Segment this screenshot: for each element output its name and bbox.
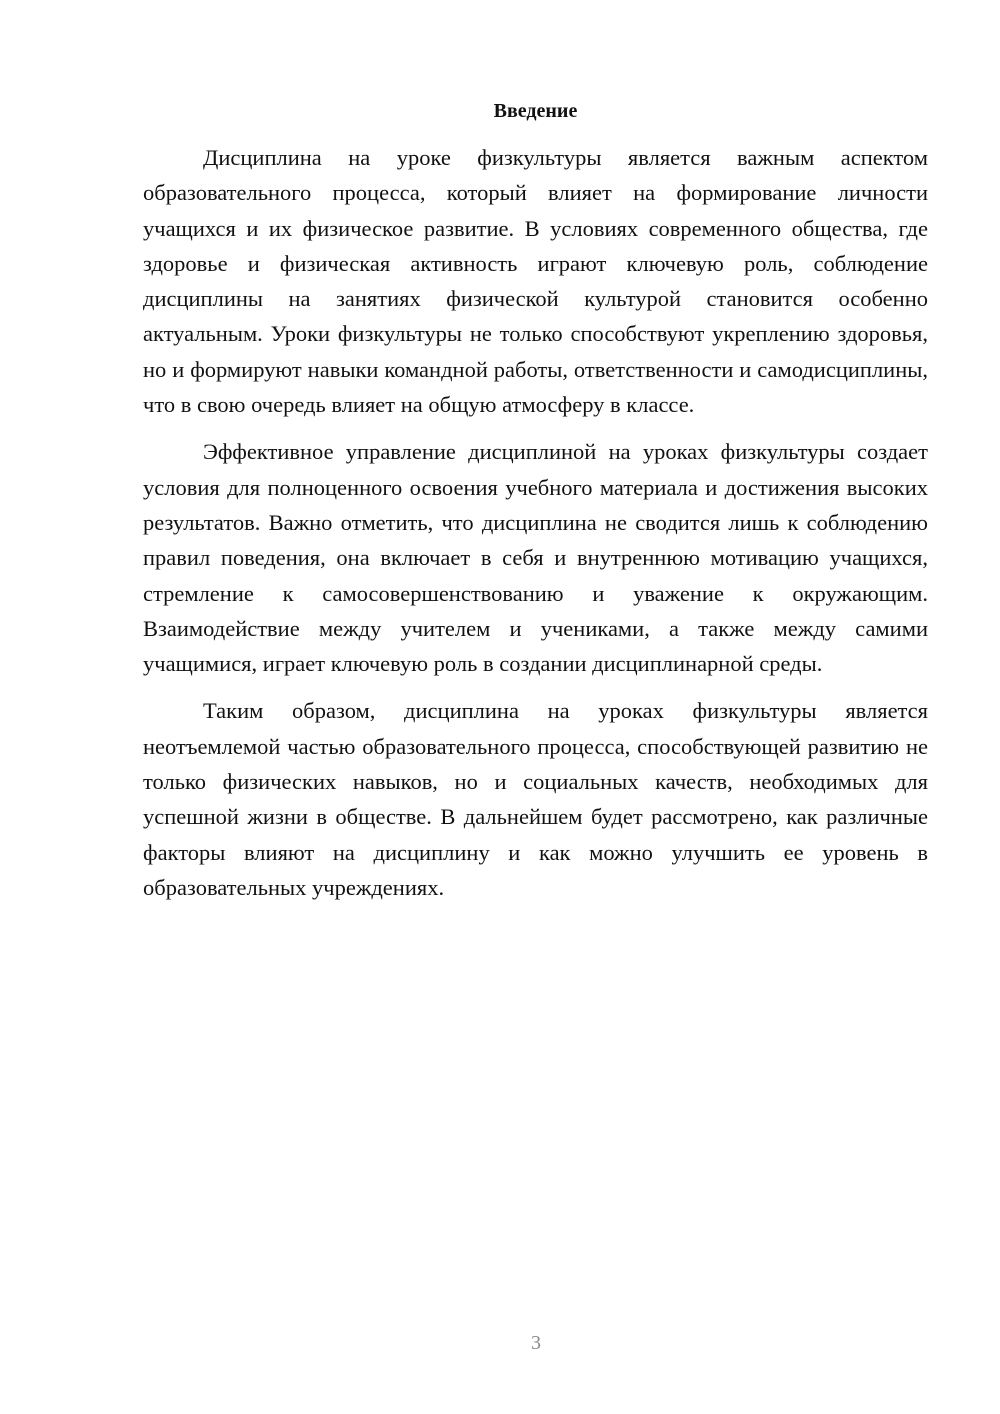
- paragraph-3: Таким образом, дисциплина на уроках физкультуры является неотъемлемой частью образовательного процесса, способствующей развитию не только физических навыков, но и социальных качеств, необходимых для успешной жизни в обществе. В дальнейшем будет рассмотрено, как различные факторы влияют на дисциплину и как можно улучшить ее уровень в образовательных учреждениях.: [143, 698, 928, 900]
- paragraph-2: Эффективное управление дисциплиной на уроках физкультуры создает условия для полноценного освоения учебного материала и достижения высоких результатов. Важно отметить, что дисциплина не сводится лишь к соблюдению правил поведения, она включает в себя и внутреннюю мотивацию учащихся, стремление к самосовершенствованию и уважение к окружающим. Взаимодействие между учителем и учениками, а также между самими учащимися, играет ключевую роль в создании дисциплинарной среды.: [143, 439, 928, 677]
- paragraph-1: Дисциплина на уроке физкультуры является важным аспектом образовательного процесса, который влияет на формирование личности учащихся и их физическое развитие. В условиях современного общества, где здоровье и физическая активность играют ключевую роль, соблюдение дисциплины на занятиях физической культурой становится особенно актуальным. Уроки физкультуры не только способствуют укреплению здоровья, но и формируют навыки командной работы, ответственности и самодисциплины, что в свою очередь влияет на общую атмосферу в классе.: [143, 145, 928, 418]
- page-content: [143, 94, 928, 917]
- page-number: 3: [531, 1332, 541, 1354]
- section-heading: Введение: [493, 100, 578, 122]
